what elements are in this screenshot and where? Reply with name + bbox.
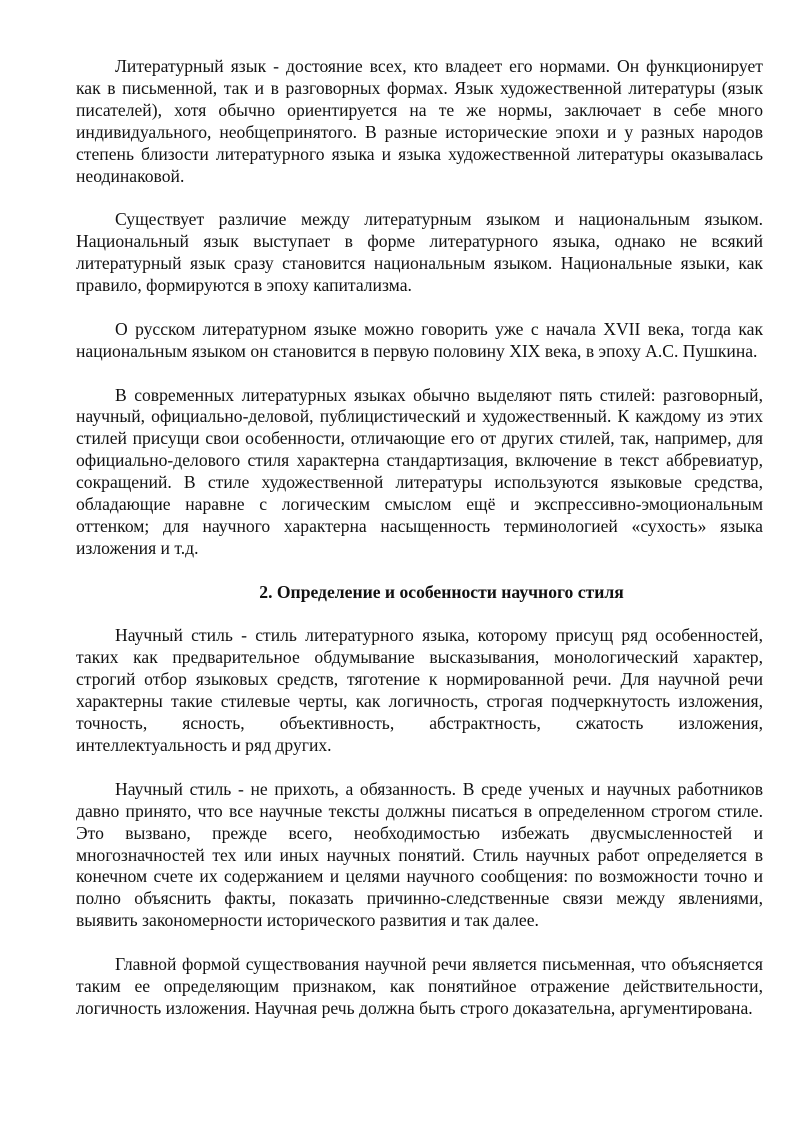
body-paragraph: О русском литературном языке можно говорить уже с начала XVII века, тогда как национальным языком он становится в первую половину XIX века, в эпоху А.С. Пушкина. xyxy=(76,318,763,361)
body-paragraph: Главной формой существования научной речи является письменная, что объясняется таким ее определяющим признаком, как понятийное отражение действительности, логичность изложения. Научная речь должна быть строго доказательна, аргументирована. xyxy=(76,954,763,1018)
section-heading: 2. Определение и особенности научного стиля xyxy=(259,581,624,602)
document-page xyxy=(76,56,763,1042)
body-paragraph: Научный стиль - не прихоть, а обязанность. В среде ученых и научных работников давно принято, что все научные тексты должны писаться в определенном строгом стиле. Это вызвано, прежде всего, необходимостью избежать двусмысленностей и многозначностей тех или иных научных понятий. Стиль научных работ определяется в конечном счете их содержанием и целями научного сообщения: по возможности точно и полно объяснить факты, показать причинно-следственные связи между явлениями, выявить закономерности исторического развития и так далее. xyxy=(76,778,763,931)
body-paragraph: В современных литературных языках обычно выделяют пять стилей: разговорный, научный, официально-деловой, публицистический и художественный. К каждому из этих стилей присущи свои особенности, отличающие его от других стилей, так, например, для официально-делового стиля характерна стандартизация, включение в текст аббревиатур, сокращений. В стиле художественной литературы используются языковые средства, обладающие наравне с логическим смыслом ещё и экспрессивно-эмоциональным оттенком; для научного характерна насыщенность терминологией «сухость» языка изложения и т.д. xyxy=(76,384,763,558)
body-paragraph: Литературный язык - достояние всех, кто владеет его нормами. Он функционирует как в письменной, так и в разговорных формах. Язык художественной литературы (язык писателей), хотя обычно ориентируется на те же нормы, заключает в себе много индивидуального, необщепринятого. В разные исторические эпохи и у разных народов степень близости литературного языка и языка художественной литературы оказывалась неодинаковой. xyxy=(76,56,763,186)
body-paragraph: Существует различие между литературным языком и национальным языком. Национальный язык выступает в форме литературного языка, однако не всякий литературный язык сразу становится национальным языком. Национальные языки, как правило, формируются в эпоху капитализма. xyxy=(76,209,763,296)
body-paragraph: Научный стиль - стиль литературного языка, которому присущ ряд особенностей, таких как предварительное обдумывание высказывания, монологический характер, строгий отбор языковых средств, тяготение к нормированной речи. Для научной речи характерны такие стилевые черты, как логичность, строгая подчеркнутость изложения, точность, ясность, объективность, абстрактность, сжатость изложения, интеллектуальность и ряд других. xyxy=(76,625,763,756)
